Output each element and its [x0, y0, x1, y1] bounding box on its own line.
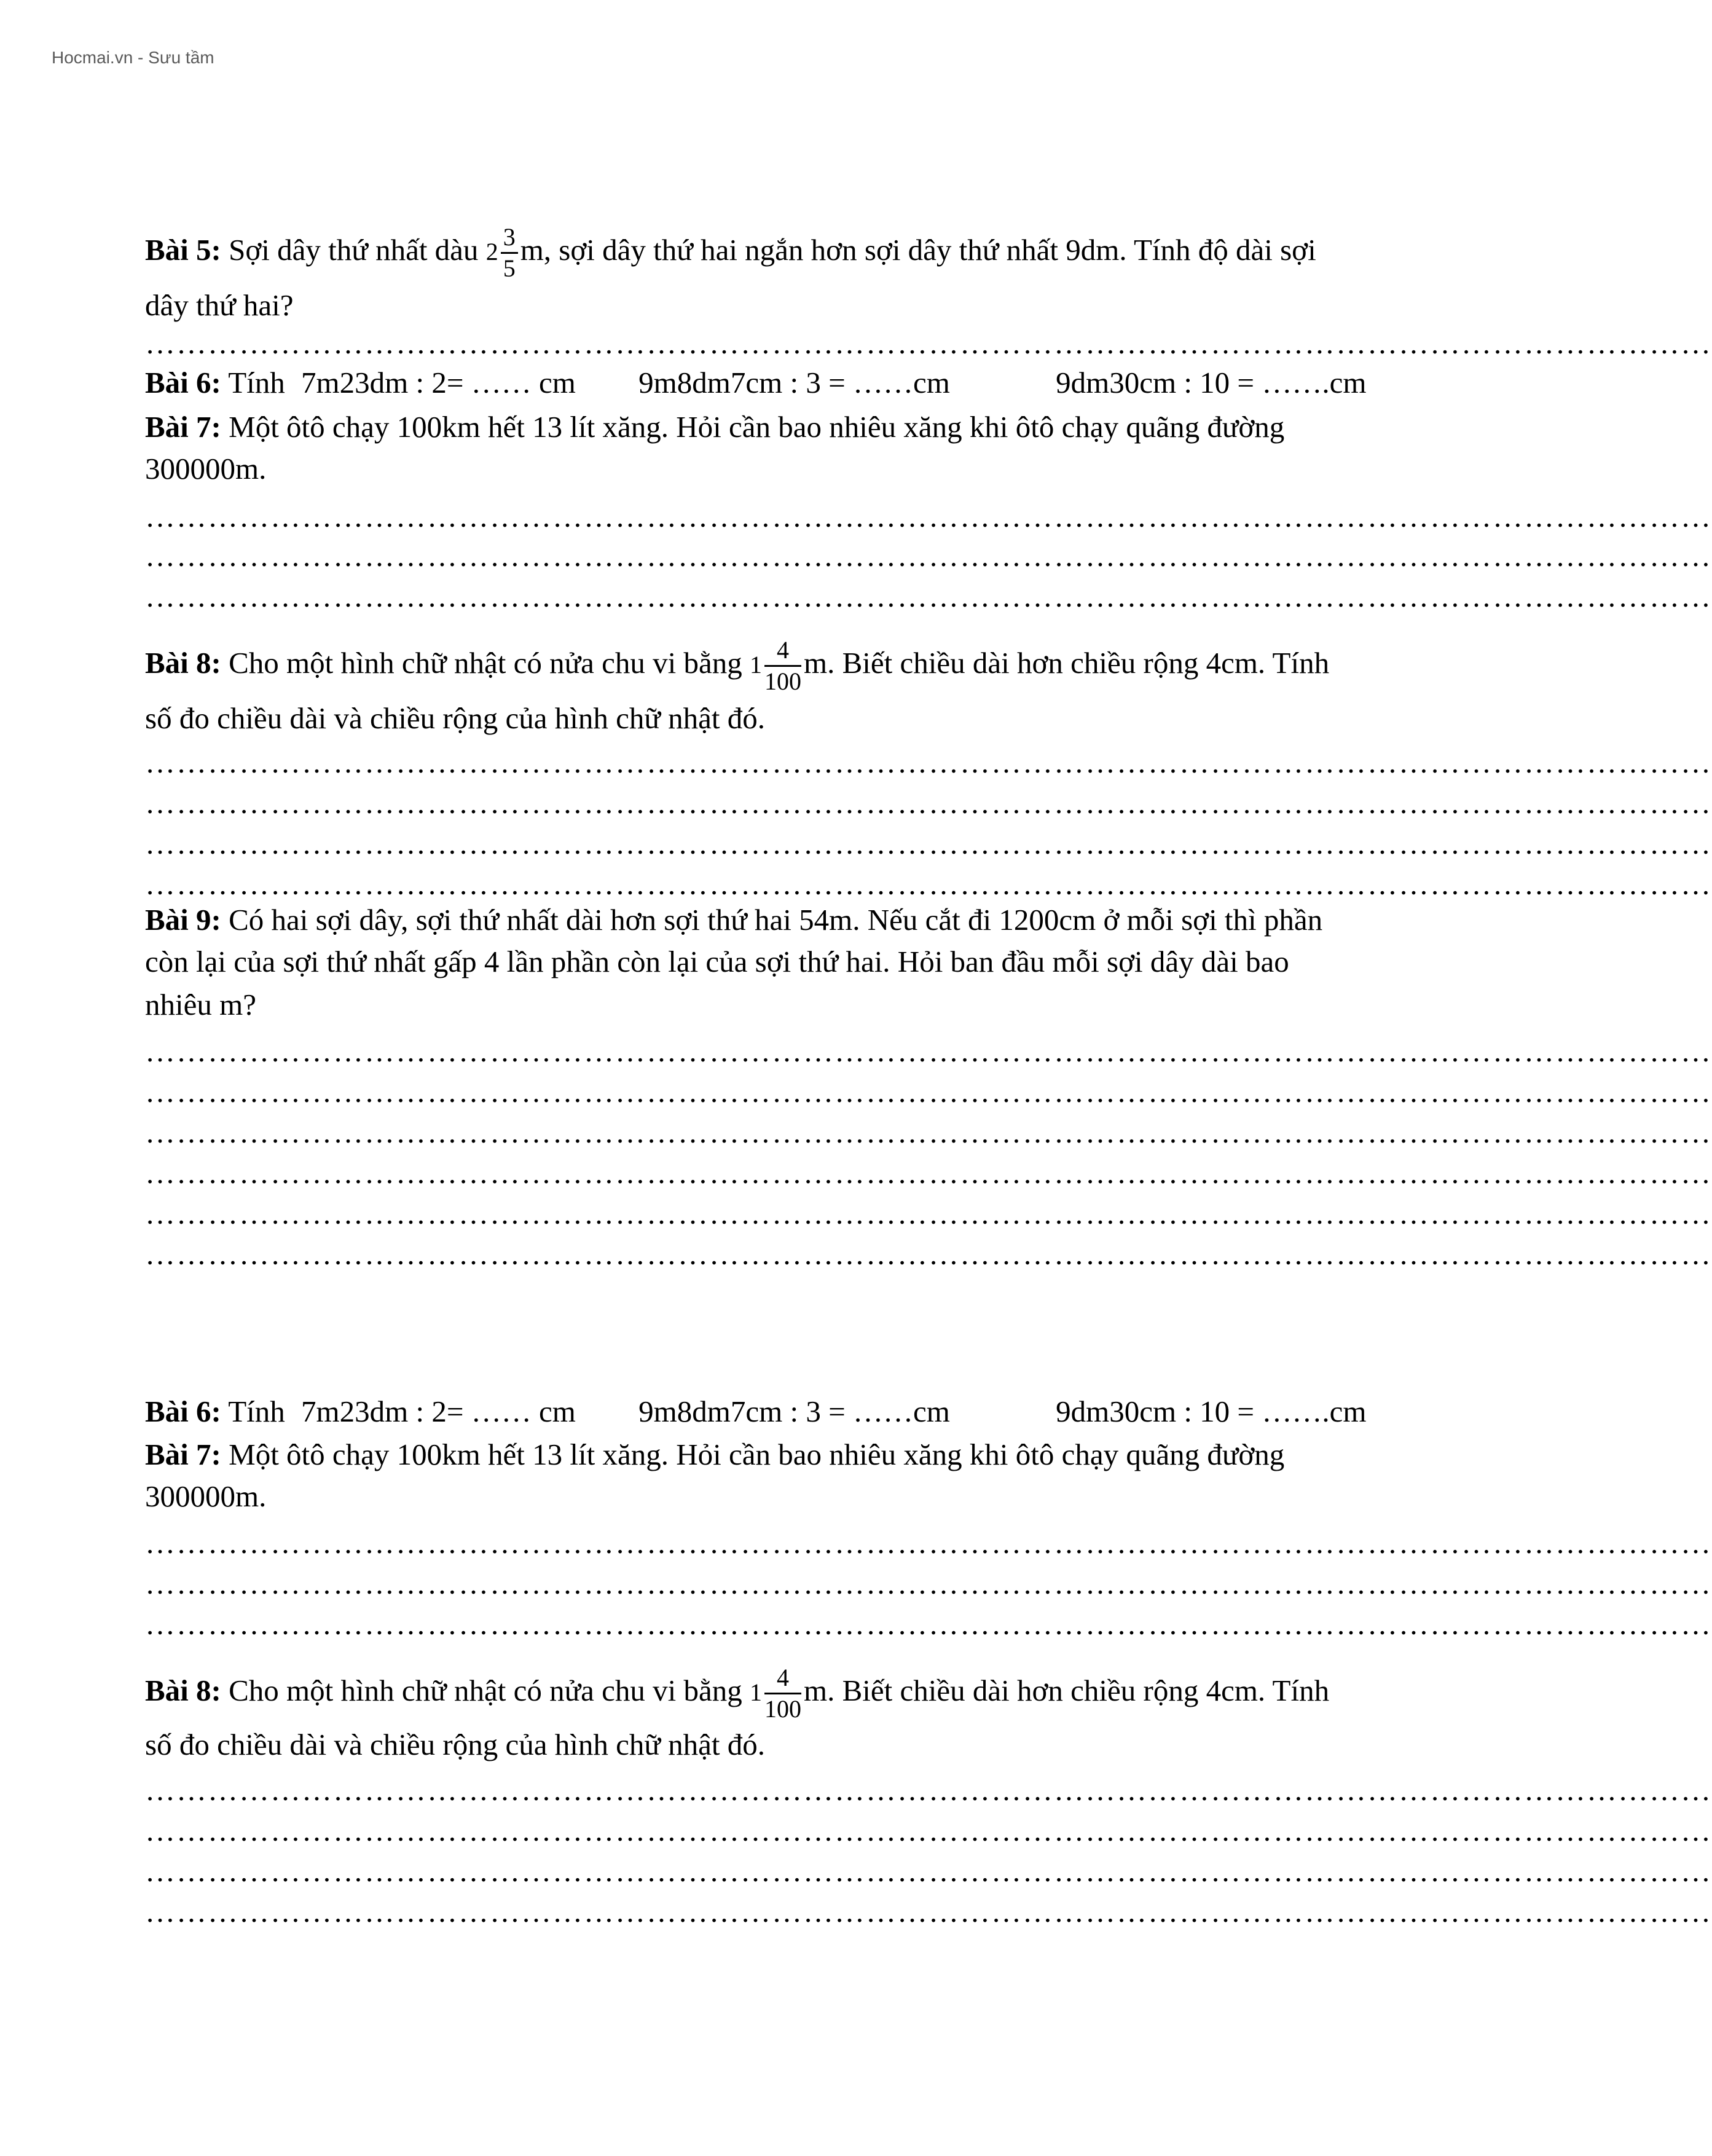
- answer-line: ……………………………………………………………………………………………………………………………………: [145, 580, 1712, 613]
- bai5-denominator: 5: [503, 254, 516, 282]
- bai7-question-repeat: [145, 1436, 1524, 1474]
- answer-line: ……………………………………………………………………………………………………………………………………: [145, 1814, 1712, 1847]
- answer-line: ……………………………………………………………………………………………………………………………………: [145, 746, 1712, 779]
- page-header-source: Hocmai.vn - Sưu tầm: [52, 48, 214, 67]
- bai7-line-2: 300000m.: [145, 452, 267, 486]
- bai8-fraction: [764, 635, 801, 696]
- bai5-question: [145, 222, 1524, 283]
- bai7-label: Bài 7:: [145, 410, 221, 444]
- bai8-fraction: [764, 1663, 801, 1724]
- answer-line: ……………………………………………………………………………………………………………………………………: [145, 1854, 1712, 1888]
- bai8-label: Bài 8:: [145, 1673, 221, 1707]
- bai7-label: Bài 7:: [145, 1438, 221, 1471]
- bai6-calc-3: 9dm30cm : 10 = …….cm: [1056, 366, 1367, 399]
- answer-line: ……………………………………………………………………………………………………………………………………: [145, 827, 1712, 860]
- bai8-denominator: 100: [764, 1695, 801, 1723]
- bai7-line-2: 300000m.: [145, 1479, 267, 1513]
- bai8-line-2: số đo chiều dài và chiều rộng của hình chữ nhật đó.: [145, 1728, 765, 1761]
- bai9-line-3: nhiêu m?: [145, 988, 256, 1021]
- bai9-label: Bài 9:: [145, 903, 221, 937]
- answer-line: ……………………………………………………………………………………………………………………………………: [145, 1237, 1712, 1271]
- bai6-calc-2: 9m8dm7cm : 3 = ……cm: [638, 1395, 950, 1428]
- bai6-calc-1: 7m23dm : 2= …… cm: [301, 1395, 576, 1428]
- bai5-label: Bài 5:: [145, 232, 221, 267]
- bai6-intro: Tính: [228, 1395, 285, 1428]
- bai9-question: [145, 901, 1524, 939]
- bai5-whole: 2: [485, 237, 498, 266]
- bai8-denominator: 100: [764, 667, 801, 695]
- bai8-label: Bài 8:: [145, 645, 221, 680]
- bai8-question: [145, 635, 1524, 696]
- bai6-question-repeat: [145, 1393, 1524, 1431]
- answer-line: ……………………………………………………………………………………………………………………………………: [145, 500, 1712, 533]
- bai6-label: Bài 6:: [145, 366, 221, 399]
- answer-line: ……………………………………………………………………………………………………………………………………: [145, 867, 1712, 901]
- bai5-line-2: dây thứ hai?: [145, 288, 294, 322]
- answer-line: ……………………………………………………………………………………………………………………………………: [145, 1115, 1712, 1149]
- bai5-numerator: 3: [501, 222, 518, 254]
- answer-line: ……………………………………………………………………………………………………………………………………: [145, 1567, 1712, 1600]
- answer-line: ……………………………………………………………………………………………………………………………………: [145, 1156, 1712, 1190]
- answer-line: ……………………………………………………………………………………………………………………………………: [145, 326, 1712, 360]
- bai8-whole: 1: [749, 650, 762, 679]
- answer-line: ……………………………………………………………………………………………………………………………………: [145, 1526, 1712, 1560]
- bai8-question-repeat: [145, 1663, 1524, 1724]
- bai6-calc-2: 9m8dm7cm : 3 = ……cm: [638, 366, 950, 399]
- bai7-text: Một ôtô chạy 100km hết 13 lít xăng. Hỏi cần bao nhiêu xăng khi ôtô chạy quãng đường: [229, 410, 1285, 444]
- bai8-line-2: số đo chiều dài và chiều rộng của hình chữ nhật đó.: [145, 701, 765, 735]
- bai6-question: [145, 364, 1524, 402]
- bai8-text-2: m. Biết chiều dài hơn chiều rộng 4cm. Tính: [803, 1673, 1330, 1707]
- answer-line: ……………………………………………………………………………………………………………………………………: [145, 786, 1712, 820]
- bai6-label: Bài 6:: [145, 1395, 221, 1428]
- answer-line: ……………………………………………………………………………………………………………………………………: [145, 1607, 1712, 1641]
- bai5-fraction: [501, 222, 518, 283]
- bai9-text: Có hai sợi dây, sợi thứ nhất dài hơn sợi thứ hai 54m. Nếu cắt đi 1200cm ở mỗi sợi thì phần: [229, 903, 1323, 937]
- bai7-text: Một ôtô chạy 100km hết 13 lít xăng. Hỏi cần bao nhiêu xăng khi ôtô chạy quãng đường: [229, 1438, 1285, 1471]
- answer-line: ……………………………………………………………………………………………………………………………………: [145, 1773, 1712, 1807]
- bai6-intro: Tính: [228, 366, 285, 399]
- answer-line: ……………………………………………………………………………………………………………………………………: [145, 1895, 1712, 1929]
- answer-line: ……………………………………………………………………………………………………………………………………: [145, 1075, 1712, 1109]
- bai6-calc-1: 7m23dm : 2= …… cm: [301, 366, 576, 399]
- bai8-text-1: Cho một hình chữ nhật có nửa chu vi bằng: [229, 645, 742, 680]
- bai5-text-2: m, sợi dây thứ hai ngắn hơn sợi dây thứ nhất 9dm. Tính độ dài sợi: [520, 232, 1316, 267]
- bai8-text-1: Cho một hình chữ nhật có nửa chu vi bằng: [229, 1673, 742, 1707]
- bai8-whole: 1: [749, 1678, 762, 1706]
- bai8-text-2: m. Biết chiều dài hơn chiều rộng 4cm. Tính: [803, 645, 1330, 680]
- bai6-calc-3: 9dm30cm : 10 = …….cm: [1056, 1395, 1367, 1428]
- bai8-numerator: 4: [764, 635, 801, 667]
- bai9-line-2: còn lại của sợi thứ nhất gấp 4 lần phần còn lại của sợi thứ hai. Hỏi ban đầu mỗi sợi dây dài bao: [145, 945, 1289, 978]
- bai8-numerator: 4: [764, 1663, 801, 1694]
- bai5-text-1: Sợi dây thứ nhất dàu: [229, 232, 479, 267]
- answer-line: ……………………………………………………………………………………………………………………………………: [145, 539, 1712, 573]
- answer-line: ……………………………………………………………………………………………………………………………………: [145, 1197, 1712, 1230]
- answer-line: ……………………………………………………………………………………………………………………………………: [145, 1034, 1712, 1068]
- bai7-question: [145, 408, 1524, 446]
